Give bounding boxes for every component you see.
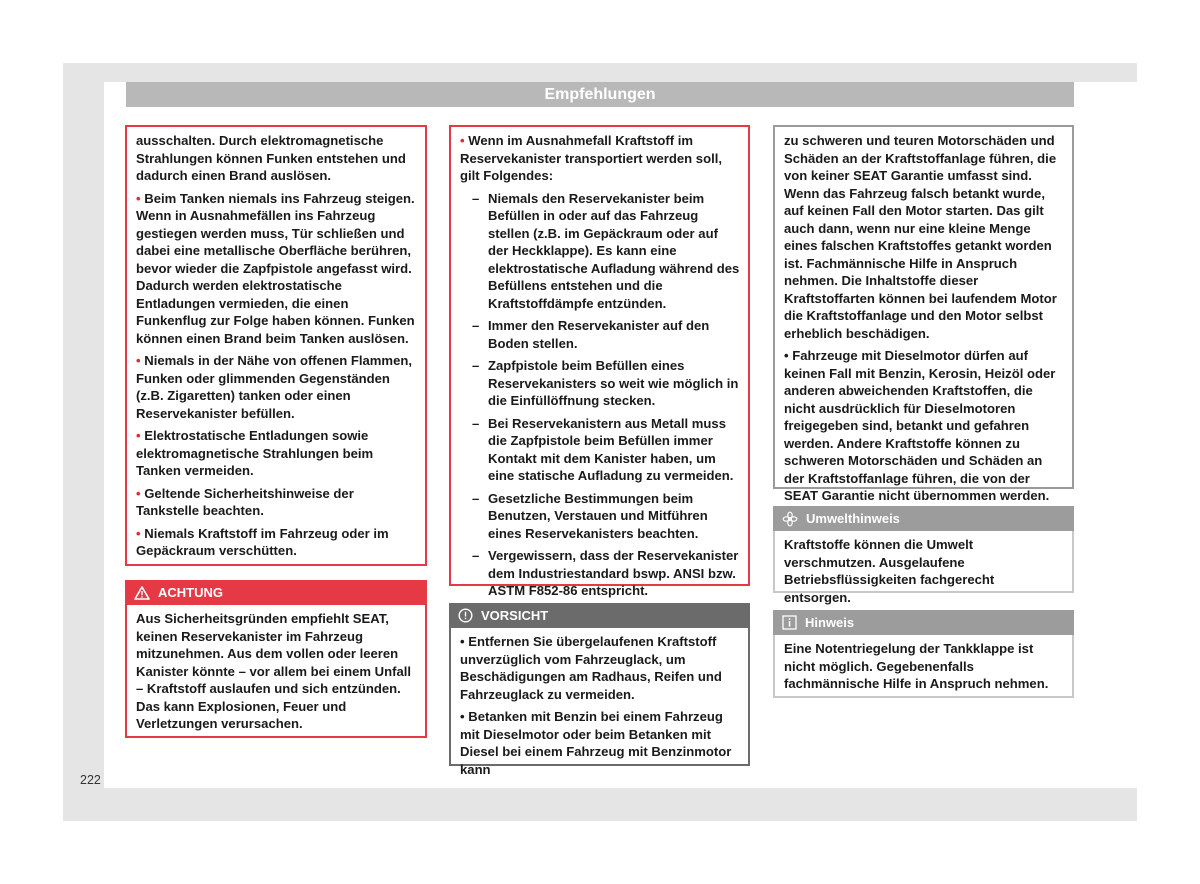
bullet-icon: •	[136, 485, 141, 501]
dash-list	[472, 190, 740, 600]
list-item: – Bei Reservekanistern aus Metall muss die Zapfpistole beim Befüllen immer Kontakt mit dem Kanister haben, um eine statische Aufladung zu vermeiden.	[472, 415, 740, 485]
section-header: Empfehlungen	[126, 82, 1074, 107]
flower-icon	[782, 511, 798, 527]
exclamation-circle-icon	[458, 608, 473, 623]
col3-caution-continued	[773, 125, 1074, 503]
umwelt-box	[773, 506, 1074, 605]
warning-triangle-icon	[134, 586, 150, 600]
list-item: • Wenn im Ausnahmefall Kraftstoff im Reservekanister transportiert werden soll, gilt Folgendes:	[460, 133, 722, 183]
achtung-box	[125, 580, 427, 738]
col1-paragraph: ausschalten. Durch elektromagnetische Strahlungen können Funken entstehen und dadurch einen Brand auslösen.	[136, 133, 406, 183]
hinweis-text: Eine Notentriegelung der Tankklappe ist nicht möglich. Gegebenenfalls fachmännische Hilfe in Anspruch nehmen.	[784, 641, 1049, 691]
vorsicht-box	[449, 603, 750, 777]
list-item: – Niemals den Reservekanister beim Befüllen in oder auf das Fahrzeug stellen (z.B. im Gepäckraum oder auf der Heckklappe). Es kann eine elektrostatische Aufladung während des Befüllens entstehen und die Kraftstoffdämpfe entzünden.	[472, 190, 740, 313]
bullet-icon: •	[136, 525, 141, 541]
page-number: 222	[80, 773, 101, 787]
col1-warning-continued	[125, 125, 427, 566]
info-icon	[782, 615, 797, 630]
bullet-icon: •	[460, 133, 465, 148]
bullet-icon: •	[136, 190, 141, 206]
hinweis-box	[773, 610, 1074, 698]
achtung-text: Aus Sicherheitsgründen empfiehlt SEAT, keinen Reservekanister im Fahrzeug mitzunehmen. Aus dem vollen oder leeren Kanister könnte – vor allem bei einem Unfall – Kraftstoff auslaufen und sich entzünden. Das kann Explosionen, Feuer und Verletzungen verursachen.	[136, 611, 412, 731]
list-item: • Geltende Sicherheitshinweise der Tankstelle beachten.	[136, 485, 354, 518]
umwelt-bar	[773, 506, 1074, 531]
hinweis-bar	[773, 610, 1074, 635]
list-item: • Beim Tanken niemals ins Fahrzeug steigen. Wenn in Ausnahmefällen ins Fahrzeug gestiegen werden muss, Tür schließen und dabei eine metallische Oberfläche berühren, bevor wieder die Zapfpistole angefasst wird. Dadurch werden elektrostatische Entladungen vermieden, die einen Funkenflug zur Folge haben können. Funken können einen Brand beim Tanken auslösen.	[136, 190, 415, 346]
achtung-label: ACHTUNG	[158, 584, 223, 600]
list-item: • Niemals in der Nähe von offenen Flammen, Funken oder glimmenden Gegenständen (z.B. Zigaretten) tanken oder einen Reservekanister befüllen.	[136, 353, 412, 421]
list-item: • Fahrzeuge mit Dieselmotor dürfen auf keinen Fall mit Benzin, Kerosin, Heizöl oder anderen abweichenden Kraftstoffen, die nicht ausdrücklich für Dieselmotoren freigegeben sind, betankt und gefahren werden. Andere Kraftstoffe können zu schweren Motorschäden und Schäden an der Kraftstoffanlage führen, die von der SEAT Garantie nicht übernommen werden.	[784, 348, 1056, 503]
list-item: – Gesetzliche Bestimmungen beim Benutzen, Verstauen und Mitführen eines Reservekanisters beachten.	[472, 490, 740, 543]
vorsicht-bar	[449, 603, 750, 628]
vorsicht-label: VORSICHT	[481, 607, 549, 623]
list-item: • Betanken mit Benzin bei einem Fahrzeug mit Dieselmotor oder beim Betanken mit Diesel bei einem Fahrzeug mit Benzinmotor kann	[460, 709, 732, 777]
hinweis-label: Hinweis	[805, 614, 855, 630]
list-item: – Zapfpistole beim Befüllen eines Reservekanisters so weit wie möglich in die Einfüllöffnung stecken.	[472, 357, 740, 410]
list-item: • Entfernen Sie übergelaufenen Kraftstoff unverzüglich vom Fahrzeuglack, um Beschädigungen am Radhaus, Reifen und Fahrzeuglack zu vermeiden.	[460, 634, 722, 702]
bullet-icon: •	[136, 353, 141, 368]
list-item: – Immer den Reservekanister auf den Boden stellen.	[472, 317, 740, 352]
col3-paragraph: zu schweren und teuren Motorschäden und Schäden an der Kraftstoffanlage führen, die von keiner SEAT Garantie umfasst sind. Wenn das Fahrzeug falsch betankt wurde, auf keinen Fall den Motor starten. Das gilt auch dann, wenn nur eine kleine Menge eines falschen Kraftstoffes getankt worden ist. Fachmännische Hilfe in Anspruch nehmen. Die Inhaltstoffe dieser Kraftstoffarten können bei laufendem Motor die Kraftstoffanlage und den Motor selbst erheblich beschädigen.	[784, 133, 1057, 341]
umwelt-label: Umwelthinweis	[806, 510, 900, 526]
col2-warning-continued	[449, 125, 750, 598]
list-item: – Vergewissern, dass der Reservekanister dem Industriestandard bswp. ANSI bzw. ASTM F852-86 entspricht.	[472, 547, 740, 600]
umwelt-text: Kraftstoffe können die Umwelt verschmutzen. Ausgelaufene Betriebsflüssigkeiten fachgerecht entsorgen.	[784, 537, 995, 605]
achtung-bar	[125, 580, 427, 605]
list-item: • Elektrostatische Entladungen sowie elektromagnetische Strahlungen beim Tanken vermeiden.	[136, 428, 374, 478]
bullet-icon: •	[136, 428, 141, 443]
list-item: • Niemals Kraftstoff im Fahrzeug oder im Gepäckraum verschütten.	[136, 525, 389, 558]
